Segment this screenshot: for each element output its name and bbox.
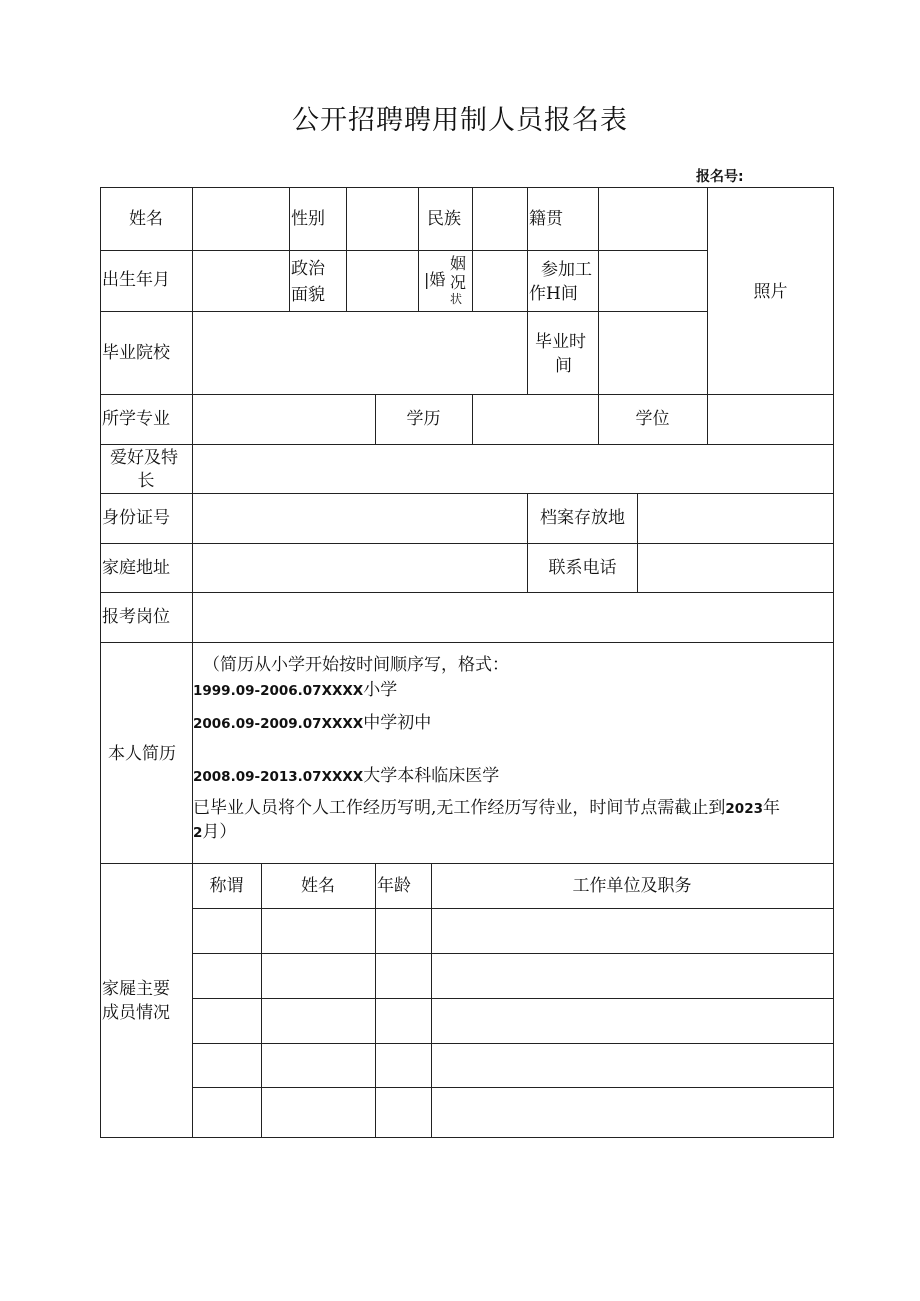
political-label-line1: 政治 [291,259,325,279]
major-label: 所学专业 [102,409,170,429]
hobby-label-line1: 爱好及特 [110,448,178,468]
id-number-field[interactable] [193,494,526,542]
family-row[interactable] [193,1088,833,1137]
work-start-label-line2: 作H间 [529,284,578,304]
family-header-age: 年龄 [377,876,411,896]
grad-time-label-line1: 毕业时 [535,332,586,352]
native-place-label: 籍贯 [529,209,563,229]
marital-label-c: 况 [450,273,467,292]
birth-label: 出生年月 [102,270,170,290]
resume-example-1: 1999.09-2006.07XXXX小学 [193,680,398,700]
family-header-name: 姓名 [301,876,335,896]
work-start-label-line1: 参加工 [541,260,592,280]
form-title: 公开招聘聘用制人员报名表 [292,105,628,136]
family-row[interactable] [193,1044,833,1087]
grad-time-label-line2: 间 [555,356,572,376]
family-label-line1: 家屣主要 [102,979,170,999]
photo-box[interactable] [708,189,833,393]
gender-label: 性别 [291,209,325,229]
address-label: 家庭地址 [102,558,170,578]
resume-example-3: 2008.09-2013.07XXXX大学本科临床医学 [193,766,500,786]
school-label: 毕业院校 [102,343,170,363]
resume-instruction: （简历从小学开始按时间顺序写，格式： [203,655,509,675]
political-field[interactable] [347,251,417,310]
marital-label-d: 状 [450,292,463,306]
name-field[interactable] [193,189,288,249]
political-label-line2: 面貌 [291,285,325,305]
name-label: 姓名 [129,209,163,229]
phone-field[interactable] [638,544,833,591]
archive-field[interactable] [638,494,833,542]
phone-label: 联系电话 [548,558,617,578]
resume-example-2: 2006.09-2009.07XXXX中学初中 [193,713,432,733]
position-field[interactable] [193,593,833,641]
grad-time-field[interactable] [599,312,706,393]
hobby-label-line2: 长 [137,471,155,491]
position-label: 报考岗位 [102,607,170,627]
gender-field[interactable] [347,189,417,249]
resume-label: 本人简历 [108,744,176,764]
family-row[interactable] [193,954,833,998]
ethnicity-field[interactable] [473,189,526,249]
family-header-work: 工作单位及职务 [572,876,692,896]
resume-note-line1: 已毕业人员将个人工作经历写明,无工作经历写待业，时间节点需截止到2023年 [193,798,780,818]
major-field[interactable] [193,395,374,443]
degree-label: 学位 [635,409,670,429]
ethnicity-label: 民族 [427,209,461,229]
education-label: 学历 [406,409,441,429]
photo-label: 照片 [753,282,788,302]
family-header-relation: 称谓 [209,876,244,896]
id-number-label: 身份证号 [102,508,170,528]
degree-field[interactable] [708,395,833,443]
family-label-line2: 成员情况 [102,1003,170,1023]
native-place-field[interactable] [599,189,706,249]
registration-number-label: 报名号: [696,169,744,185]
work-start-field[interactable] [599,251,706,310]
resume-note-line2: 2月） [193,822,237,842]
marital-field[interactable] [473,251,526,310]
family-row[interactable] [193,999,833,1043]
archive-label: 档案存放地 [540,508,625,528]
school-field[interactable] [193,312,526,393]
marital-label-a: |婚 [424,270,446,289]
education-field[interactable] [473,395,597,443]
address-field[interactable] [193,544,526,591]
marital-label-b: 姻 [450,254,467,273]
hobby-field[interactable] [193,445,833,492]
birth-field[interactable] [193,251,288,310]
family-row[interactable] [193,909,833,953]
